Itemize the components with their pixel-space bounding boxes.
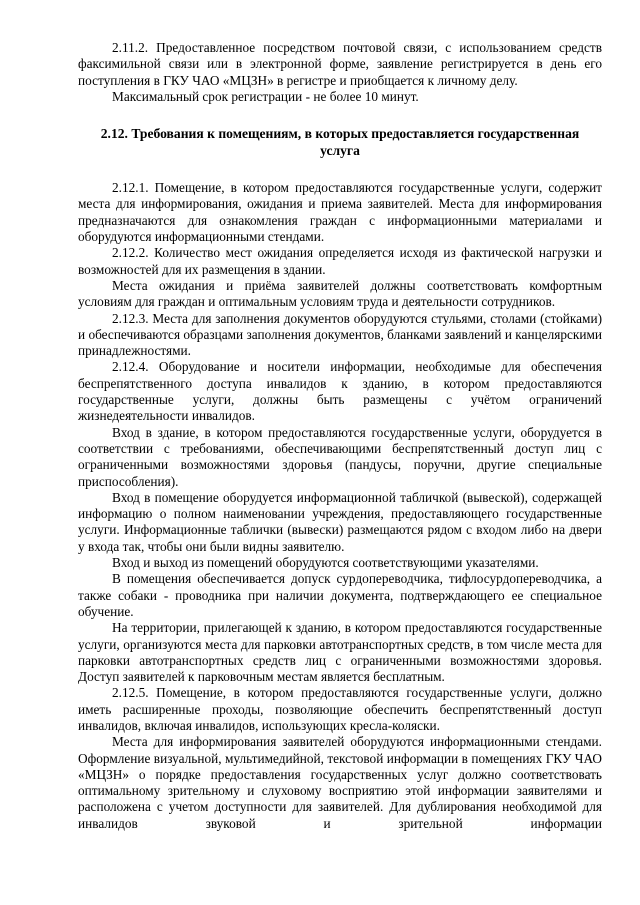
paragraph-parking: На территории, прилегающей к зданию, в котором предоставляются государственные услуги, организуются места для парковки автотранспортных средств, в том числе места для парковки автотранспортных средств лиц с ограниченными возможностями здоровья. Доступ заявителей к парковочным местам является бесплатным. [78,620,602,685]
section-heading-2-12: 2.12. Требования к помещениям, в которых предоставляется государственная услуга [100,126,580,158]
paragraph-building-entrance: Вход в здание, в котором предоставляются государственные услуги, оборудуется в соответствии с требованиями, обеспечивающими беспрепятственный доступ лиц с ограниченными возможностями здоровья (пандусы, поручни, другие специальные приспособления). [78,424,602,489]
document-page [78,40,602,832]
paragraph-2-11-2: 2.11.2. Предоставленное посредством почтовой связи, с использованием средств факсимильной связи или в электронной форме, заявление регистрируется в день его поступления в ГКУ ЧАО «МЦЗН» в регистре и приобщается к личному делу. [78,40,602,88]
paragraph-waiting-places: Места ожидания и приёма заявителей должны соответствовать комфортным условиям для граждан и оптимальным условиям труда и деятельности сотрудников. [78,277,602,310]
paragraph-2-12-2: 2.12.2. Количество мест ожидания определяется исходя из фактической нагрузки и возможностей для их размещения в здании. [78,245,602,277]
paragraph-2-12-5: 2.12.5. Помещение, в котором предоставляются государственные услуги, должно иметь расширенные проходы, позволяющие обеспечить беспрепятственный доступ инвалидов, включая инвалидов, использующих кресла-коляски. [78,685,602,733]
paragraph-2-12-4: 2.12.4. Оборудование и носители информации, необходимые для обеспечения беспрепятственного доступа инвалидов к зданию, в котором предоставляются государственные услуги, должны быть размещены с учётом ограничений жизнедеятельности инвалидов. [78,359,602,424]
paragraph-2-12-1: 2.12.1. Помещение, в котором предоставляются государственные услуги, содержит места для информирования, ожидания и приема заявителей. Места для информирования предназначаются для ознакомления граждан с информационными материалами и оборудуются информационными стендами. [78,180,602,245]
paragraph-2-12-3: 2.12.3. Места для заполнения документов оборудуются стульями, столами (стойками) и обеспечиваются образцами заполнения документов, бланками заявлений и канцелярскими принадлежностями. [78,310,602,359]
paragraph-interpreter-access: В помещения обеспечивается допуск сурдопереводчика, тифлосурдопереводчика, а также собаки - проводника при наличии документа, подтверждающего ее специальное обучение. [78,571,602,619]
paragraph-information-stands: Места для информирования заявителей оборудуются информационными стендами. Оформление визуальной, мультимедийной, текстовой информации в помещениях ГКУ ЧАО «МЦЗН» о порядке предоставления государственных услуг должно соответствовать оптимальному зрительному и слуховому восприятию этой информации заявителями и расположена с учетом доступности для заявителей. Для дублирования необходимой для инвалидов звуковой и зрительной информации [78,734,602,831]
paragraph-registration-time: Максимальный срок регистрации - не более 10 минут. [112,88,419,104]
paragraph-room-entrance: Вход в помещение оборудуется информационной табличкой (вывеской), содержащей информацию о полном наименовании учреждения, предоставляющего государственные услуги. Информационные таблички (вывески) размещаются рядом с входом либо на двери у входа так, чтобы они были видны заявителю. [78,489,602,554]
paragraph-entry-exit: Вход и выход из помещений оборудуются соответствующими указателями. [112,555,539,571]
